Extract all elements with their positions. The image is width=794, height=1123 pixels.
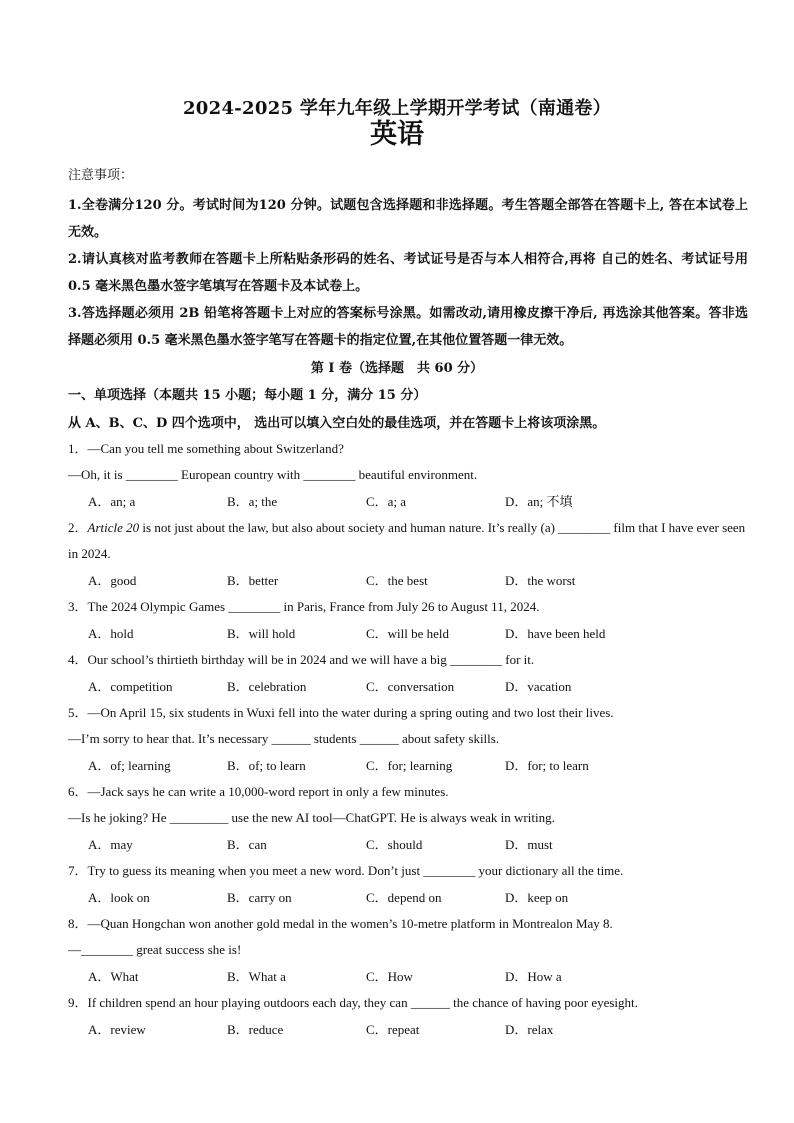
question-9 [68,990,748,1043]
question-6 [68,779,748,858]
question-3 [68,594,748,647]
option-a: A．an; a [88,494,136,509]
question-number: 2． [68,520,88,535]
instruction-text: 从 A、B、C、D 四个选项中， 选出可以填入空白处的最佳选项，并在答题卡上将该项涂黑。 [68,416,606,431]
question-stem: 9．If children spend an hour playing outdoors each day, they can ______ the chance of having poor eyesight. [68,995,638,1010]
option-b: B．better [227,573,279,588]
question-stem: 1．—Can you tell me something about Switzerland? [68,441,344,456]
option-row [68,673,748,700]
option-d: D．How a [505,969,562,984]
option-c: C．a; a [366,494,407,509]
option-d: D．have been held [505,626,606,641]
option-a: A．What [88,969,139,984]
option-a: A．look on [88,890,150,905]
part-heading: 一、单项选择（本题共 15 小题；每小题 1 分，满分 15 分） [68,388,427,403]
option-d: D．the worst [505,573,576,588]
option-b: B．carry on [227,890,292,905]
option-d: D．an; 不填 [505,494,573,509]
notice-block [68,166,748,354]
option-c: C．depend on [366,890,442,905]
option-c: C．will be held [366,626,450,641]
option-row [68,884,748,911]
question-stem: 4．Our school’s thirtieth birthday will be in 2024 and we will have a big ________ for it. [68,652,535,667]
option-a: A．of; learning [88,758,171,773]
option-row [68,567,748,594]
option-a: A．may [88,837,133,852]
question-stem: 7．Try to guess its meaning when you meet a new word. Don’t just ________ your dictionary all the time. [68,863,624,878]
option-a: A．review [88,1022,146,1037]
question-text: is not just about the law, but also about society and human nature. It’s really (a) ________ film that I have ever seen in 2024. [68,520,746,561]
exam-title: 2024-2025 学年九年级上学期开学考试（南通卷） [182,98,612,119]
option-b: B．celebration [227,679,307,694]
option-row [68,620,748,647]
notice-item: 1.全卷满分120 分。考试时间为120 分钟。试题包含选择题和非选择题。考生答题全部答在答题卡上, 答在本试卷上无效。 [68,198,748,240]
option-a: A．hold [88,626,134,641]
option-d: D．vacation [505,679,572,694]
option-a: A．good [88,573,137,588]
subject-title: 英语 [370,119,424,150]
question-stem: 3．The 2024 Olympic Games ________ in Paris, France from July 26 to August 11, 2024. [68,599,540,614]
notice-item: 3.答选择题必须用 2B 铅笔将答题卡上对应的答案标号涂黑。如需改动,请用橡皮擦干净后, 再选涂其他答案。答非选择题必须用 0.5 毫米黑色墨水签字笔写在答题卡的指定位置,在其他位置答题一律无效。 [68,306,748,348]
option-row [68,1016,748,1043]
option-b: B．a; the [227,494,278,509]
option-c: C．for; learning [366,758,453,773]
option-d: D．must [505,837,553,852]
question-2 [68,515,748,594]
option-row [68,831,748,858]
option-a: A．competition [88,679,173,694]
option-row [68,488,748,515]
question-stem: —Is he joking? He _________ use the new AI tool—ChatGPT. He is always weak in writing. [68,810,555,825]
question-4 [68,647,748,700]
question-stem: 5．—On April 15, six students in Wuxi fell into the water during a spring outing and two lost their lives. [68,705,614,720]
option-b: B．can [227,837,267,852]
option-d: D．relax [505,1022,554,1037]
notice-item: 2.请认真核对监考教师在答题卡上所粘贴条形码的姓名、考试证号是否与本人相符合,再将 自己的姓名、考试证号用 0.5 毫米黑色墨水签字笔填写在答题卡及本试卷上。 [68,252,748,294]
option-c: C．conversation [366,679,455,694]
question-5 [68,700,748,779]
question-stem: —I’m sorry to hear that. It’s necessary ______ students ______ about safety skills. [68,731,500,746]
question-stem: 8．—Quan Hongchan won another gold medal in the women’s 10-metre platform in Montrealon May 8. [68,916,613,931]
question-1 [68,436,748,515]
option-b: B．of; to learn [227,758,306,773]
option-b: B．What a [227,969,286,984]
question-stem [68,515,748,567]
question-8 [68,911,748,990]
notice-heading: 注意事项： [68,168,134,183]
question-stem: 6．—Jack says he can write a 10,000-word report in only a few minutes. [68,784,449,799]
section-title: 第 I 卷（选择题 共 60 分） [310,361,484,376]
option-b: B．reduce [227,1022,284,1037]
question-7 [68,858,748,911]
option-d: D．for; to learn [505,758,589,773]
question-stem: —Oh, it is ________ European country with ________ beautiful environment. [68,467,478,482]
option-d: D．keep on [505,890,569,905]
option-c: C．repeat [366,1022,420,1037]
question-stem: —________ great success she is! [68,942,242,957]
option-row [68,963,748,990]
question-list [68,436,748,1043]
film-title: Article 20 [87,520,140,535]
option-c: C．should [366,837,423,852]
option-c: C．How [366,969,413,984]
option-c: C．the best [366,573,428,588]
option-b: B．will hold [227,626,296,641]
option-row [68,752,748,779]
